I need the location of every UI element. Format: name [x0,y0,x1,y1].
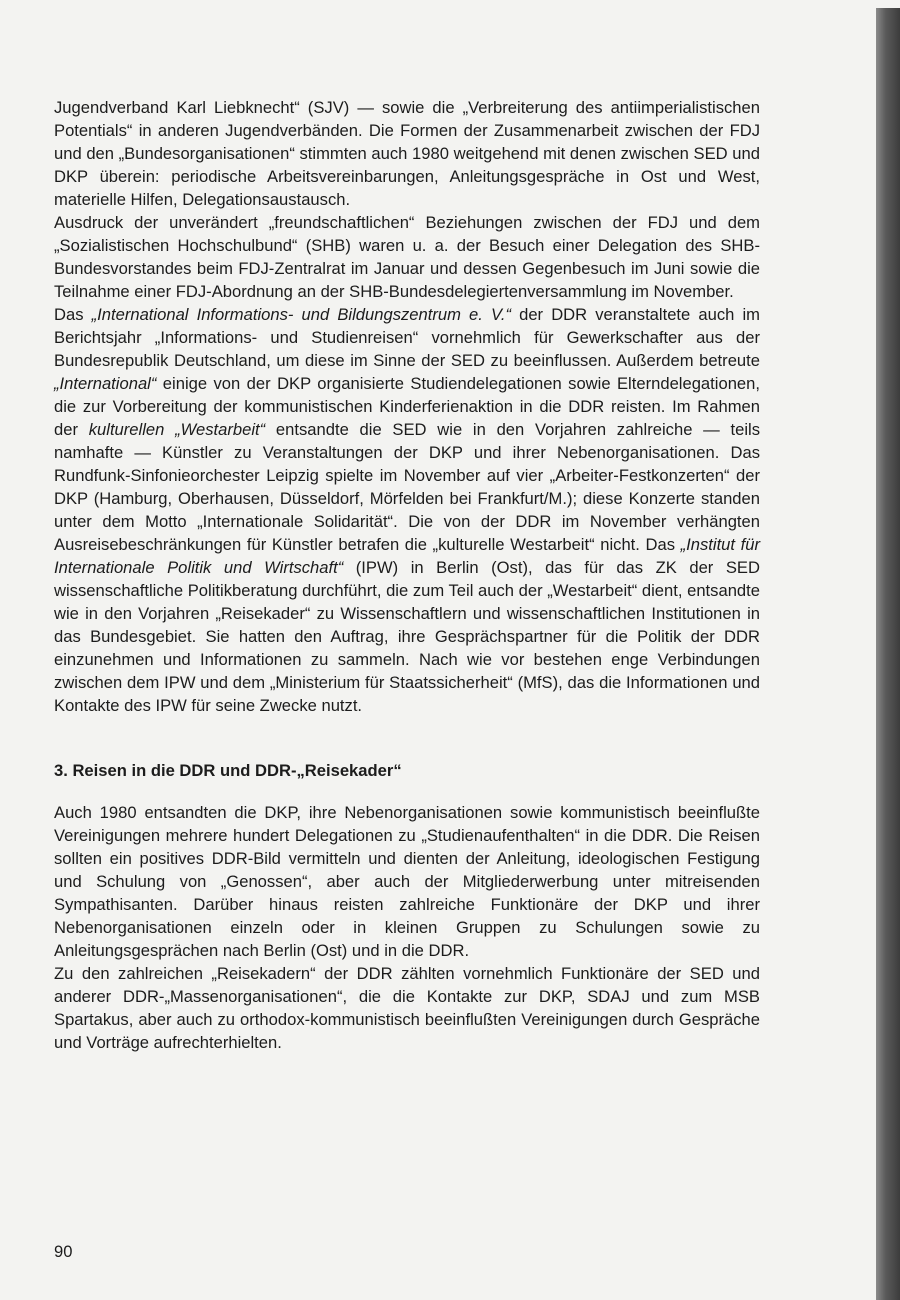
text-run: (IPW) in Berlin (Ost), das für das ZK der SED wissenschaftliche Politikberatung durchführt, die zum Teil auch der „Westarbeit“ dient, entsandte wie in den Vorjahren „Reisekader“ zu Wissenschaftlern und wissenschaftlichen Institutionen in das Bundesgebiet. Sie hatten den Auftrag, ihre Gesprächspartner für die Politik der DDR einzunehmen und Informationen zu sammeln. Nach wie vor bestehen enge Verbindungen zwischen dem IPW und dem „Ministerium für Staatssicherheit“ (MfS), das die Informationen und Kontakte des IPW für seine Zwecke nutzt. [54,558,760,715]
text-run: entsandte die SED wie in den Vorjahren zahlreiche — teils namhafte — Künstler zu Veranstaltungen der DKP und ihrer Nebenorganisationen. Das Rundfunk-Sinfonieorchester Leipzig spielte im November auf vier „Arbeiter-Festkonzerten“ der DKP (Hamburg, Oberhausen, Düsseldorf, Mörfelden bei Frankfurt/M.); diese Konzerte standen unter dem Motto „Internationale Solidarität“. Die von der DDR im November verhängten Ausreisebeschränkungen für Künstler betrafen die „kulturelle Westarbeit“ nicht. Das [54,420,761,554]
text-run: einige von der DKP organisierte Studiendelegationen sowie Elterndelegationen, die zur Vorbereitung der kommunistischen Kinderferienaktion in die DDR reisten. Im Rahmen der [54,374,760,439]
paragraph-shb: Ausdruck der unverändert „freundschaftlichen“ Beziehungen zwischen der FDJ und dem „Sozialistischen Hochschulbund“ (SHB) waren u. a. der Besuch einer Delegation des SHB-Bundesvorstandes beim FDJ-Zentralrat im Januar und dessen Gegenbesuch im Juni sowie die Teilnahme einer FDJ-Abordnung an der SHB-Bundesdelegiertenversammlung im November. [54,213,760,301]
italic-org-short: „International“ [54,374,157,393]
italic-westarbeit: kulturellen „Westarbeit“ [88,420,266,439]
page-content [54,96,760,1054]
paragraph-reisekader: Zu den zahlreichen „Reisekadern“ der DDR zählten vornehmlich Funktionäre der SED und anderer DDR-„Massenorganisationen“, die die Kontakte zur DKP, SDAJ und zum MSB Spartakus, aber auch zu orthodox-kommunistisch beeinflußten Vereinigungen durch Gespräche und Vorträge aufrechterhielten. [54,964,760,1052]
italic-org-name: „International Informations- und Bildungszentrum e. V.“ [91,305,511,324]
italic-ipw-name: „Institut für Internationale Politik und Wirtschaft“ [54,535,760,577]
page-binding-edge [876,8,900,1300]
paragraph-international [54,303,760,717]
paragraph-delegations: Auch 1980 entsandten die DKP, ihre Nebenorganisationen sowie kommunistisch beeinflußte Vereinigungen mehrere hundert Delegationen zu „Studienaufenthalten“ in die DDR. Die Reisen sollten ein positives DDR-Bild vermitteln und dienten der Anleitung, ideologischen Festigung und Schulung von „Genossen“, aber auch der Mitgliederwerbung unter mitreisenden Sympathisanten. Darüber hinaus reisten zahlreiche Funktionäre der DKP und ihrer Nebenorganisationen einzeln oder in kleinen Gruppen zu Schulungen sowie zu Anleitungsgesprächen nach Berlin (Ost) und in die DDR. [54,803,760,960]
page-edge-top [876,0,900,8]
text-run: der DDR veranstaltete auch im Berichtsjahr „Informations- und Studienreisen“ vornehmlich für Gewerkschafter aus der Bundesrepublik Deutschland, um diese im Sinne der SED zu beeinflussen. Außerdem betreute [54,305,760,370]
section-heading: 3. Reisen in die DDR und DDR-„Reisekader“ [54,761,402,780]
text-run: Das [54,305,92,324]
page-number: 90 [54,1242,73,1261]
paragraph-sjv: Jugendverband Karl Liebknecht“ (SJV) — sowie die „Verbreiterung des antiimperialistischen Potentials“ in anderen Jugendverbänden. Die Formen der Zusammenarbeit zwischen der FDJ und den „Bundesorganisationen“ stimmten auch 1980 weitgehend mit denen zwischen SED und DKP überein: periodische Arbeitsvereinbarungen, Anleitungsgespräche in Ost und West, materielle Hilfen, Delegationsaustausch. [54,98,760,209]
